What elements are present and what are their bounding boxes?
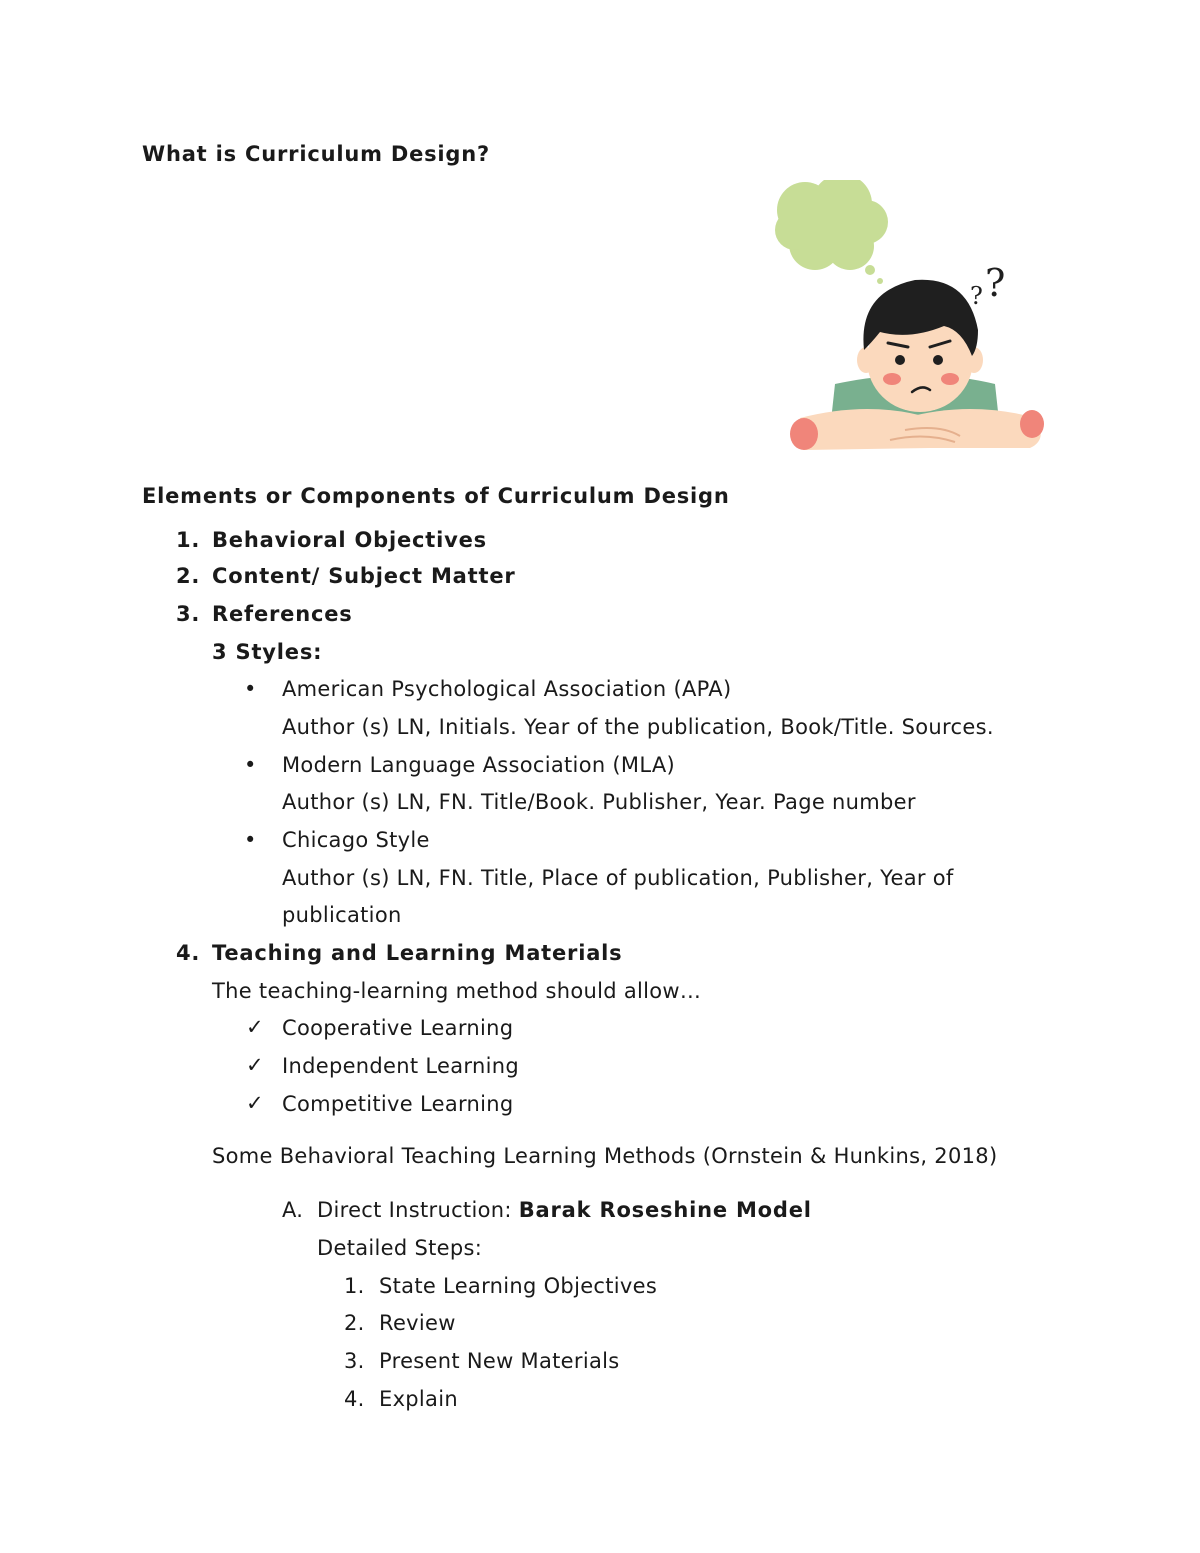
step-item: Review: [379, 1311, 456, 1335]
check-icon: ✓: [246, 1053, 264, 1077]
thought-cloud-icon: [775, 180, 888, 284]
style-name: Modern Language Association (MLA): [282, 753, 675, 777]
question-mark-large: ?: [985, 261, 1006, 305]
list-number: 2.: [176, 564, 201, 588]
bullet-icon: •: [244, 753, 257, 777]
check-icon: ✓: [246, 1015, 264, 1039]
style-name: Chicago Style: [282, 828, 430, 852]
check-item: Independent Learning: [282, 1054, 519, 1078]
section-heading: Elements or Components of Curriculum Design: [142, 484, 730, 508]
check-item: Competitive Learning: [282, 1092, 514, 1116]
check-item: Cooperative Learning: [282, 1016, 514, 1040]
bullet-icon: •: [244, 828, 257, 852]
step-item: Present New Materials: [379, 1349, 620, 1373]
list-number: 1.: [176, 528, 201, 552]
method-model: Barak Roseshine Model: [518, 1198, 812, 1222]
list-item: References: [212, 602, 353, 626]
bullet-icon: •: [244, 677, 257, 701]
page-title: What is Curriculum Design?: [142, 142, 490, 166]
list-item: Behavioral Objectives: [212, 528, 487, 552]
style-format: Author (s) LN, FN. Title, Place of publication, Publisher, Year of: [282, 866, 954, 890]
step-number: 1.: [344, 1274, 365, 1298]
method-letter: A.: [282, 1198, 304, 1222]
thinking-boy-icon: [770, 180, 1050, 460]
style-format-continued: publication: [282, 903, 402, 927]
step-number: 4.: [344, 1387, 365, 1411]
methods-heading: Some Behavioral Teaching Learning Methods (Ornstein & Hunkins, 2018): [212, 1144, 998, 1168]
style-name: American Psychological Association (APA): [282, 677, 732, 701]
step-item: State Learning Objectives: [379, 1274, 658, 1298]
check-icon: ✓: [246, 1091, 264, 1115]
step-number: 2.: [344, 1311, 365, 1335]
question-mark-small: ?: [970, 282, 983, 310]
list-number: 4.: [176, 941, 201, 965]
list-item: Content/ Subject Matter: [212, 564, 516, 588]
list-number: 3.: [176, 602, 201, 626]
style-format: Author (s) LN, Initials. Year of the publication, Book/Title. Sources.: [282, 715, 994, 739]
teaching-intro: The teaching-learning method should allow…: [212, 979, 702, 1003]
list-item: Teaching and Learning Materials: [212, 941, 623, 965]
step-item: Explain: [379, 1387, 458, 1411]
step-number: 3.: [344, 1349, 365, 1373]
steps-label: Detailed Steps:: [317, 1236, 483, 1260]
method-prefix: Direct Instruction:: [317, 1198, 519, 1222]
style-format: Author (s) LN, FN. Title/Book. Publisher, Year. Page number: [282, 790, 916, 814]
styles-label: 3 Styles:: [212, 640, 323, 664]
method-title: [317, 1200, 812, 1221]
